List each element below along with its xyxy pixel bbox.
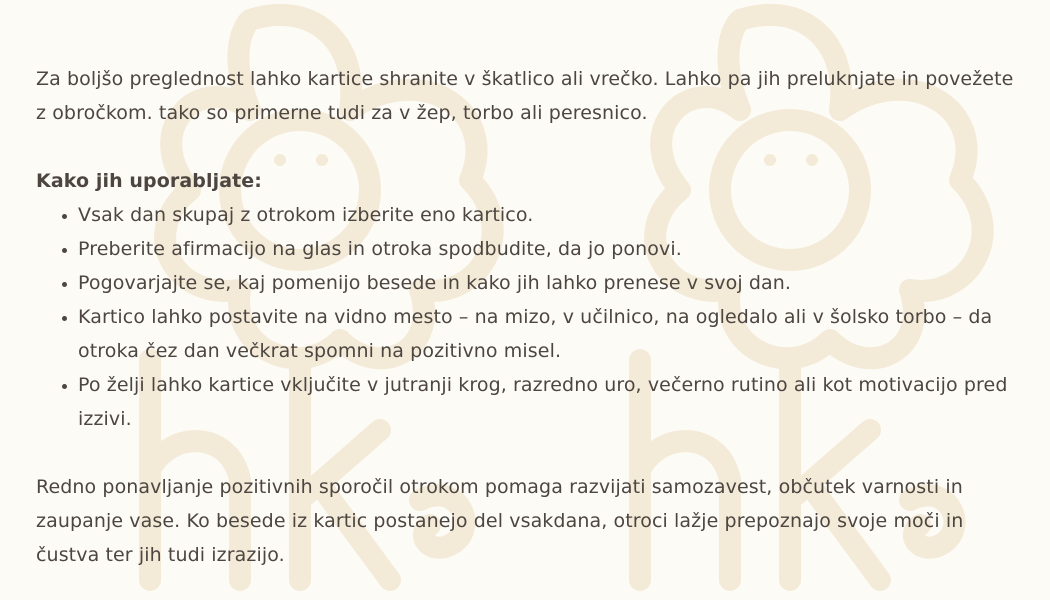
intro-paragraph: Za boljšo preglednost lahko kartice shranite v škatlico ali vrečko. Lahko pa jih preluknjate in povežete z obročkom. tako so primerne tudi za v žep, torbo ali peresnico. bbox=[36, 68, 1014, 124]
list-item: • Po želji lahko kartice vključite v jutranji krog, razredno uro, večerno rutino ali kot motivacijo pred izzivi. bbox=[78, 368, 1026, 436]
document-content bbox=[36, 62, 1026, 572]
closing-paragraph: Redno ponavljanje pozitivnih sporočil otrokom pomaga razvijati samozavest, občutek varnosti in zaupanje vase. Ko besede iz kartic postanejo del vsakdana, otroci lažje prepoznajo svoje moči in čustva ter jih tudi izrazijo. bbox=[36, 476, 964, 566]
list-item: • Pogovarjajte se, kaj pomenijo besede in kako jih lahko prenese v svoj dan. bbox=[78, 266, 1026, 300]
list-item: • Kartico lahko postavite na vidno mesto – na mizo, v učilnico, na ogledalo ali v šolsko torbo – da otroka čez dan večkrat spomni na pozitivno misel. bbox=[78, 300, 1026, 368]
list-item: • Preberite afirmacijo na glas in otroka spodbudite, da jo ponovi. bbox=[78, 232, 1026, 266]
list-item: • Vsak dan skupaj z otrokom izberite eno kartico. bbox=[78, 198, 1026, 232]
usage-list bbox=[36, 198, 1026, 436]
usage-heading: Kako jih uporabljate: bbox=[36, 170, 262, 192]
